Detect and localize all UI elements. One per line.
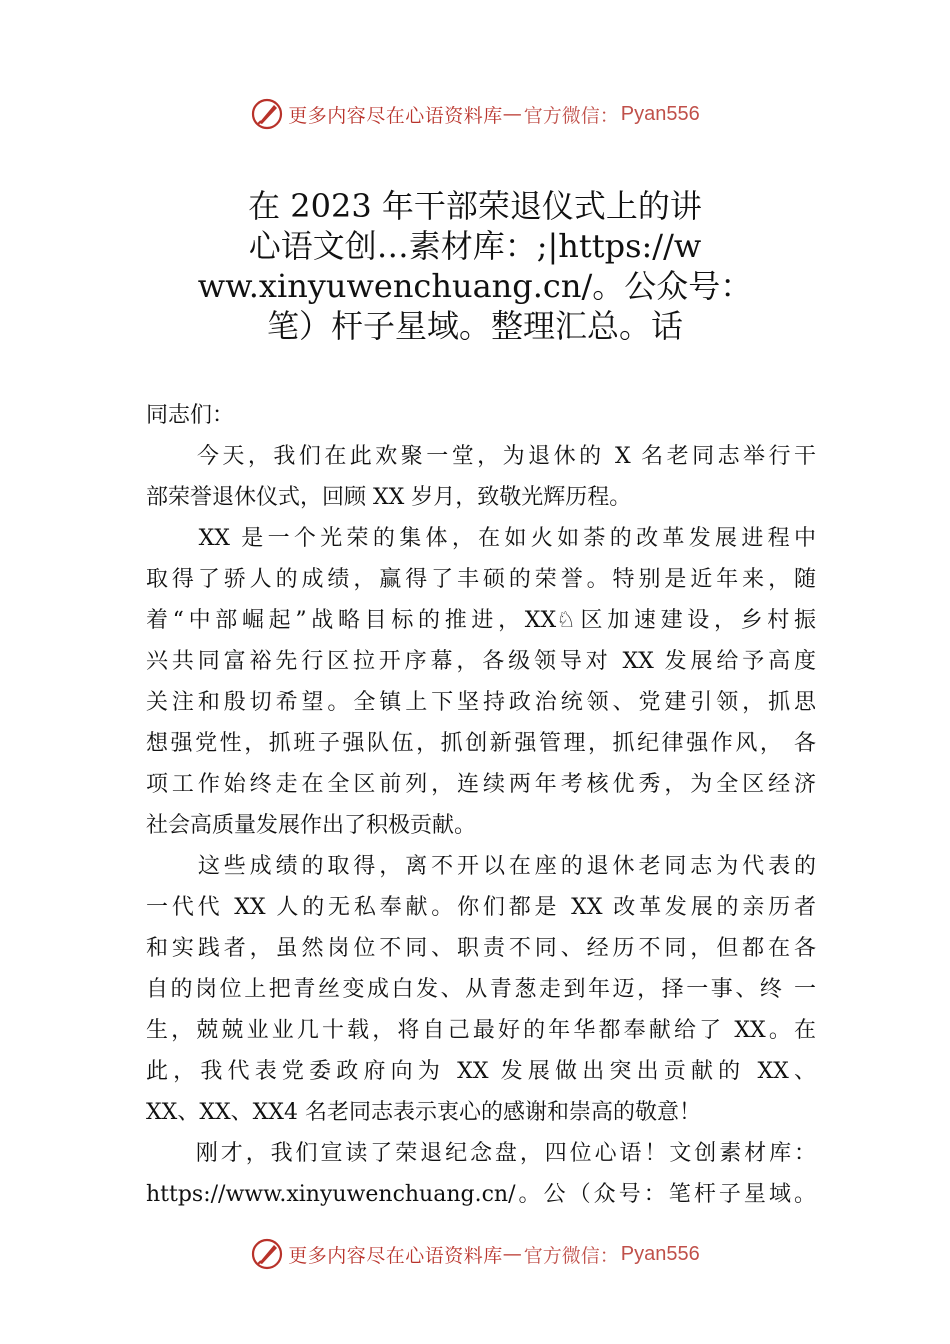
body-line: 部荣誉退休仪式，回顾 XX 岁月，致敬光辉历程。 xyxy=(146,485,632,510)
body-line: 兴共同富裕先行区拉开序幕，各级领导对 XX 发展给予高度 xyxy=(146,649,816,674)
banner-text: 更多内容尽在心语资料库 xyxy=(288,1244,503,1267)
salutation: 同志们： xyxy=(146,403,235,428)
body-line: XX、XX、XX4 名老同志表示衷心的感谢和崇高的敬意！ xyxy=(146,1100,701,1125)
banner-text: 更多内容尽在心语资料库 xyxy=(288,104,503,127)
document-title xyxy=(150,186,800,346)
document-body xyxy=(146,395,816,1215)
banner-separator: — xyxy=(502,103,522,125)
title-line: 笔）杆子星域。整理汇总。话 xyxy=(266,307,683,345)
body-line: 刚才，我们宣读了荣退纪念盘，四位心语！文创素材库： xyxy=(146,1141,816,1166)
title-line: 在 2023 年干部荣退仪式上的讲 xyxy=(248,187,702,225)
body-line: 这些成绩的取得，离不开以在座的退休老同志为代表的 xyxy=(146,854,816,879)
title-line: 心语文创…素材库：;|https://w xyxy=(248,227,702,265)
wechat-label: 官方微信： xyxy=(523,1244,619,1267)
body-line: https://www.xinyuwenchuang.cn/。公（众号：笔杆子星域。 xyxy=(146,1182,816,1207)
body-line: 生，兢兢业业几十载，将自己最好的年华都奉献给了 XX。在 xyxy=(146,1018,816,1043)
body-line: XX 是一个光荣的集体，在如火如荼的改革发展进程中 xyxy=(146,526,816,551)
quill-pen-icon xyxy=(250,97,284,131)
wechat-label: 官方微信： xyxy=(523,104,619,127)
body-line: 今天，我们在此欢聚一堂，为退休的 X 名老同志举行干 xyxy=(146,444,816,469)
body-line: 社会高质量发展作出了积极贡献。 xyxy=(146,813,477,838)
body-line: 关注和殷切希望。全镇上下坚持政治统领、党建引领，抓思 xyxy=(146,690,816,715)
header-banner xyxy=(0,94,950,134)
title-line: ww.xinyuwenchuang.cn/。公众号： xyxy=(197,267,753,305)
wechat-id: Pyan556 xyxy=(620,1242,700,1265)
body-line: 项工作始终走在全区前列，连续两年考核优秀，为全区经济 xyxy=(146,772,816,797)
body-line: 取得了骄人的成绩，赢得了丰硕的荣誉。特别是近年来，随 xyxy=(146,567,816,592)
body-line: 想强党性，抓班子强队伍，抓创新强管理，抓纪律强作风， 各 xyxy=(146,731,816,756)
body-line: 自的岗位上把青丝变成白发、从青葱走到年迈，择一事、终 一 xyxy=(146,977,816,1002)
quill-pen-icon xyxy=(250,1237,284,1271)
body-line: 一代代 XX 人的无私奉献。你们都是 XX 改革发展的亲历者 xyxy=(146,895,816,920)
body-line: 着“中部崛起”战略目标的推进，XX♘区加速建设，乡村振 xyxy=(146,608,816,633)
wechat-id: Pyan556 xyxy=(620,102,700,125)
body-line: 此，我代表党委政府向为 XX 发展做出突出贡献的 XX、 xyxy=(146,1059,816,1084)
banner-separator: — xyxy=(502,1243,522,1265)
body-line: 和实践者，虽然岗位不同、职责不同、经历不同，但都在各 xyxy=(146,936,816,961)
footer-banner xyxy=(0,1234,950,1274)
